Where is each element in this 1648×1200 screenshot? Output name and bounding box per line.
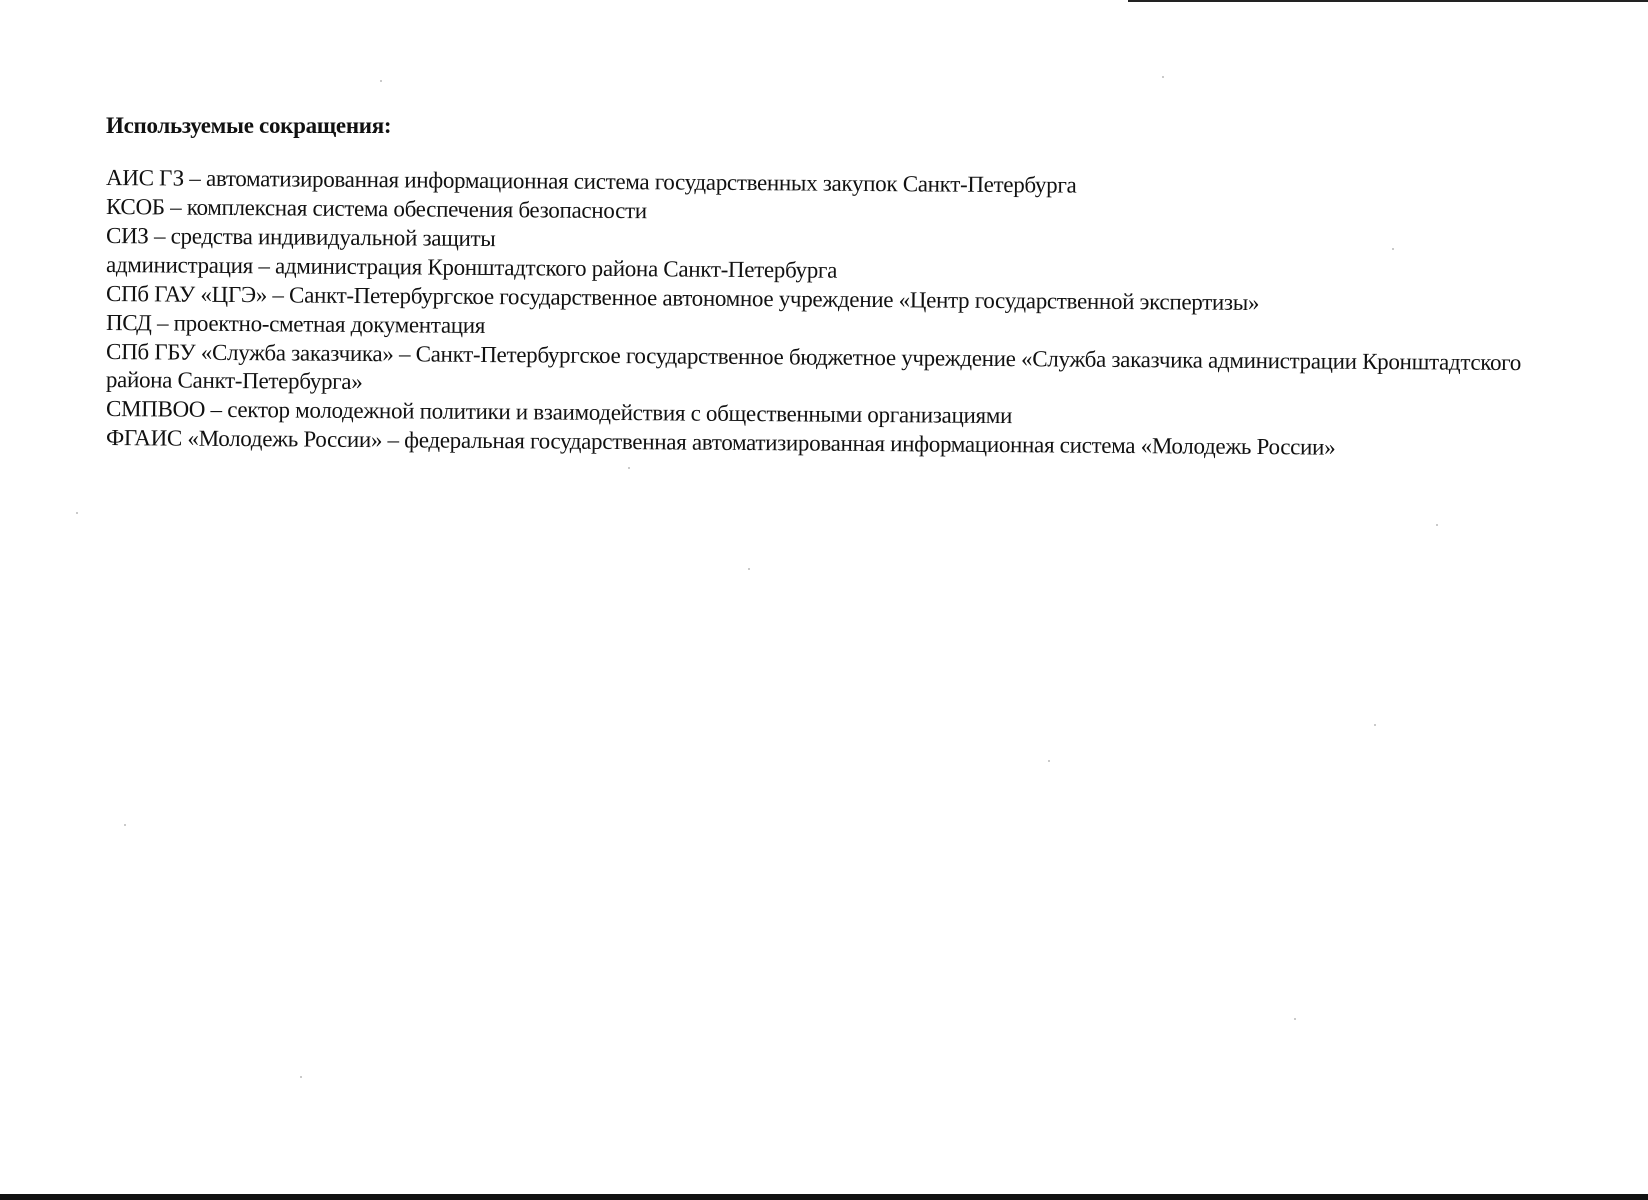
abbreviation-item: КСОБ – комплексная система обеспечения безопасности [105,194,647,224]
scan-speck [748,568,750,570]
abbreviation-item: ФГАИС «Молодежь России» – федеральная государственная автоматизированная информационная система «Молодежь России» [105,425,1336,460]
scan-speck [380,80,382,82]
scan-speck [300,1076,302,1078]
abbreviation-item: администрация – администрация Кронштадтского района Санкт-Петербурга [105,252,838,283]
scan-speck [1436,524,1438,526]
scan-speck [1374,724,1376,726]
scan-speck [1392,248,1394,250]
scan-speck [628,467,630,469]
abbreviation-item: СМПВОО – сектор молодежной политики и взаимодействия с общественными организациями [105,396,1013,429]
abbreviation-item: АИС ГЗ – автоматизированная информационная система государственных закупок Санкт-Петербурга [105,165,1077,198]
scan-top-edge [1128,0,1648,2]
abbreviation-item: СПб ГБУ «Служба заказчика» – Санкт-Петербургское государственное бюджетное учреждение «Служба заказчика администрации Кронштадтского района Санкт-Петербурга» [105,339,1522,395]
abbreviations-list [105,164,1546,460]
abbreviation-item: СИЗ – средства индивидуальной защиты [105,223,496,252]
scan-speck [76,512,78,514]
scan-speck [1162,76,1164,78]
scan-speck [124,824,126,826]
scan-bottom-edge [0,1194,1648,1200]
scan-speck [1048,760,1050,762]
document-body [105,112,1546,460]
abbreviations-heading: Используемые сокращения: [106,113,392,138]
abbreviation-item: ПСД – проектно-сметная документация [105,310,486,338]
abbreviation-item: СПб ГАУ «ЦГЭ» – Санкт-Петербургское государственное автономное учреждение «Центр государственной экспертизы» [105,281,1260,316]
scan-speck [1294,1018,1296,1020]
